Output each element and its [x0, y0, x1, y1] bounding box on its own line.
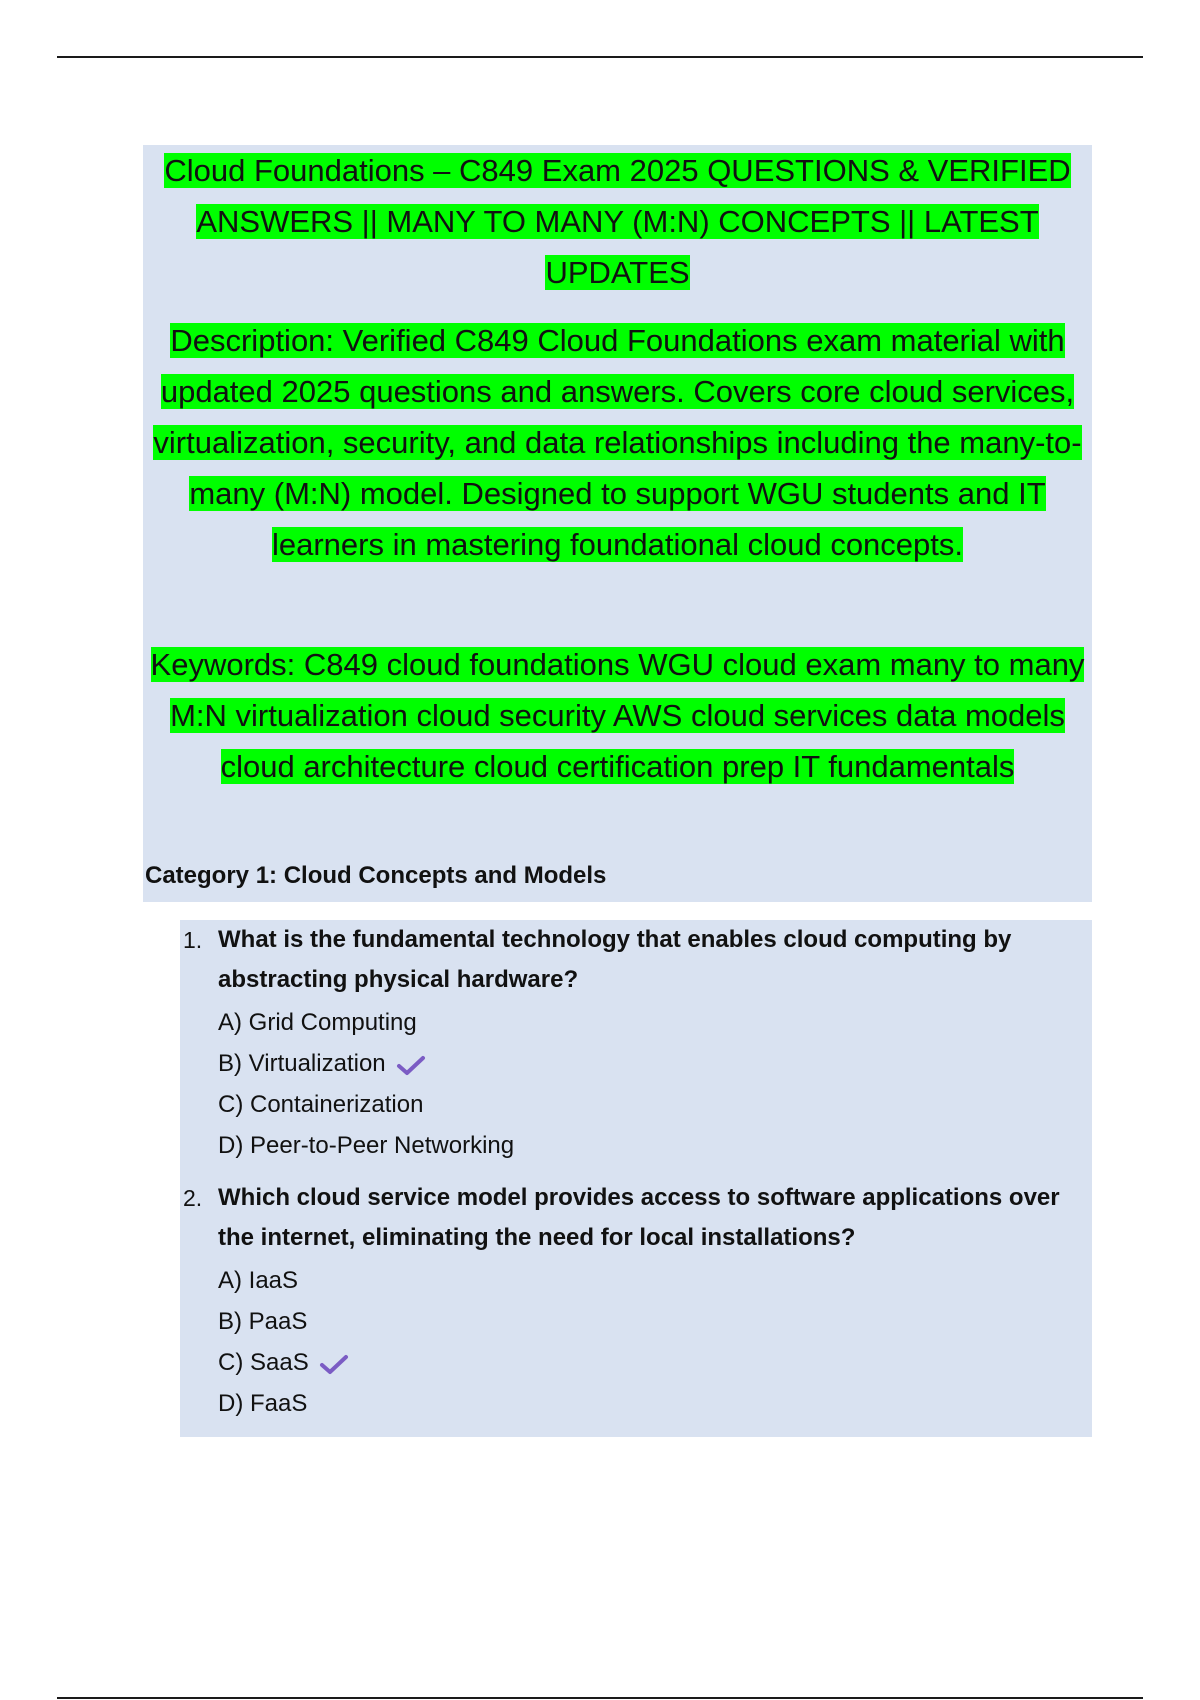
option-c	[218, 1084, 514, 1125]
option-label: C) SaaS	[218, 1349, 309, 1376]
option-c	[218, 1342, 349, 1383]
option-label: C) Containerization	[218, 1091, 424, 1118]
option-label: A) Grid Computing	[218, 1009, 417, 1036]
category-heading: Category 1: Cloud Concepts and Models	[145, 862, 607, 889]
options-list	[218, 1002, 514, 1166]
question-number: 2.	[183, 1185, 203, 1211]
document-description-text: Description: Verified C849 Cloud Foundations exam material with updated 2025 questions and answers. Covers core cloud services, virtualization, security, and data relationships including the many-to-many (M:N) model. Designed to support WGU students and IT learners in mastering foundational cloud concepts.	[153, 323, 1082, 562]
option-label: D) FaaS	[218, 1390, 308, 1417]
document-keywords-text: Keywords: C849 cloud foundations WGU cloud exam many to many M:N virtualization cloud security AWS cloud services data models cloud architecture cloud certification prep IT fundamentals	[150, 647, 1085, 784]
option-a	[218, 1260, 349, 1301]
option-label: A) IaaS	[218, 1267, 299, 1294]
top-rule	[57, 56, 1143, 58]
option-label: B) PaaS	[218, 1308, 308, 1335]
document-description	[143, 315, 1092, 570]
document-title-text: Cloud Foundations – C849 Exam 2025 QUESTIONS & VERIFIED ANSWERS || MANY TO MANY (M:N) CONCEPTS || LATEST UPDATES	[164, 153, 1071, 290]
option-d	[218, 1383, 349, 1424]
check-icon	[396, 1054, 426, 1076]
option-label: B) Virtualization	[218, 1050, 386, 1077]
option-b	[218, 1301, 349, 1342]
options-list	[218, 1260, 349, 1424]
option-a	[218, 1002, 514, 1043]
option-d	[218, 1125, 514, 1166]
option-label: D) Peer-to-Peer Networking	[218, 1132, 515, 1159]
bottom-rule	[57, 1697, 1143, 1699]
question-number: 1.	[183, 927, 203, 953]
questions-panel	[180, 920, 1092, 1437]
question-text: Which cloud service model provides access to software applications over the internet, eliminating the need for local installations?	[218, 1184, 1060, 1251]
question-text: What is the fundamental technology that enables cloud computing by abstracting physical hardware?	[218, 926, 1012, 993]
document-keywords	[143, 639, 1092, 792]
option-b	[218, 1043, 514, 1084]
check-icon	[319, 1353, 349, 1375]
header-panel	[143, 145, 1092, 902]
document-title	[143, 145, 1092, 298]
